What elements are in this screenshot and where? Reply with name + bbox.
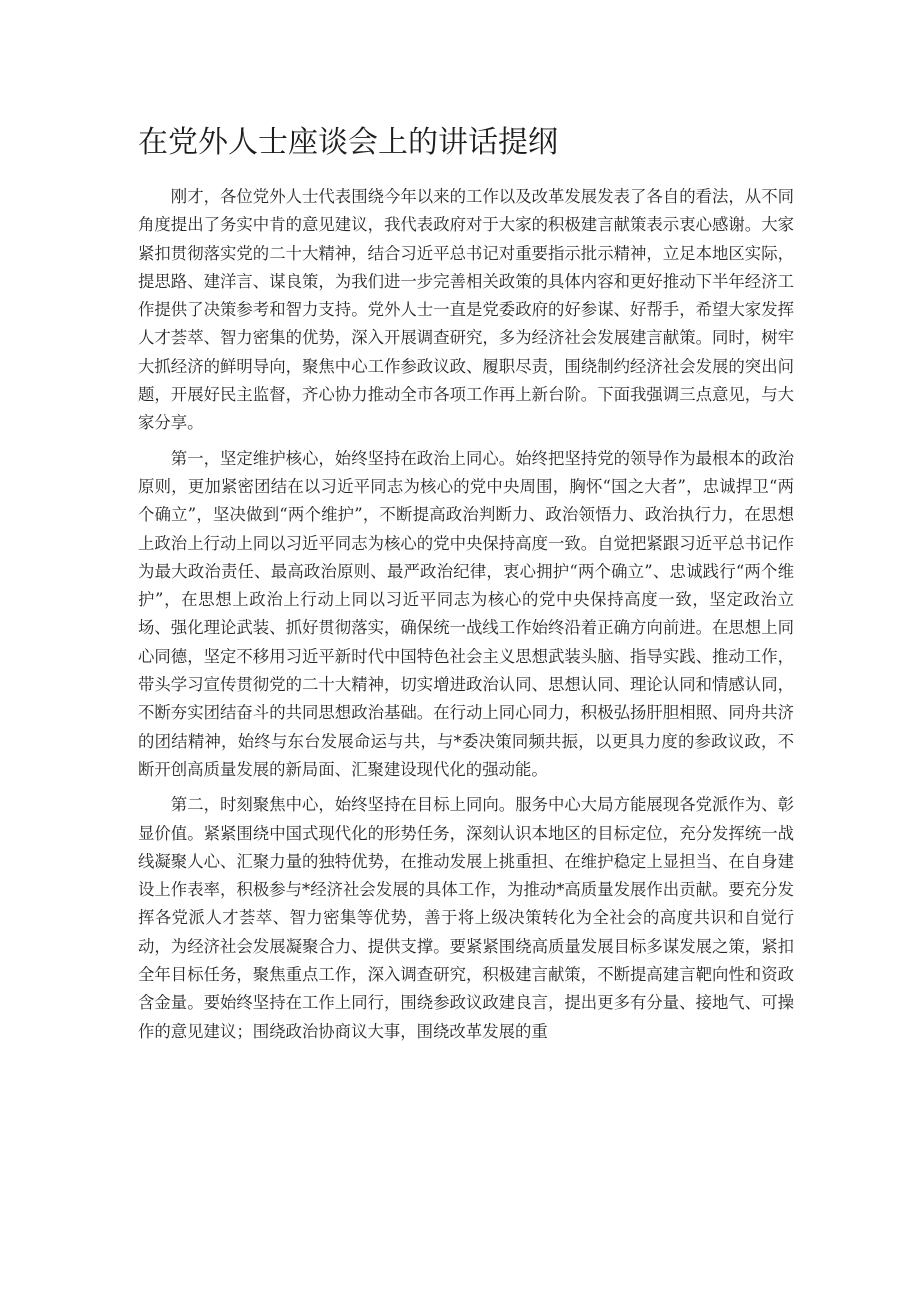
document-title: 在党外人士座谈会上的讲话提纲 (138, 125, 558, 160)
paragraph-first-point: 第一，坚定维护核心，始终坚持在政治上同心。始终把坚持党的领导作为最根本的政治原则，更加紧密团结在以习近平同志为核心的党中央周围，胸怀“国之大者”，忠诚捍卫“两个确立”，坚决做到“两个维护”，不断提高政治判断力、政治领悟力、政治执行力，在思想上政治上行动上同以习近平同志为核心的党中央保持高度一致。自觉把紧跟习近平总书记作为最大政治责任、最高政治原则、最严政治纪律，衷心拥护“两个确立”、忠诚践行“两个维护”，在思想上政治上行动上同以习近平同志为核心的党中央保持高度一致，坚定政治立场、强化理论武装、抓好贯彻落实，确保统一战线工作始终沿着正确方向前进。在思想上同心同德，坚定不移用习近平新时代中国特色社会主义思想武装头脑、指导实践、推动工作，带头学习宣传贯彻党的二十大精神，切实增进政治认同、思想认同、理论认同和情感认同，不断夯实团结奋斗的共同思想政治基础。在行动上同心同力，积极弘扬肝胆相照、同舟共济的团结精神，始终与东台发展命运与共，与*委决策同频共振，以更具力度的参政议政，不断开创高质量发展的新局面、汇聚建设现代化的强动能。 (138, 448, 794, 779)
document-body (138, 183, 794, 1053)
paragraph-intro: 刚才，各位党外人士代表围绕今年以来的工作以及改革发展发表了各自的看法，从不同角度提出了务实中肯的意见建议，我代表政府对于大家的积极建言献策表示衷心感谢。大家紧扣贯彻落实党的二十大精神，结合习近平总书记对重要指示批示精神，立足本地区实际，提思路、建洋言、谋良策，为我们进一步完善相关政策的具体内容和更好推动下半年经济工作提供了决策参考和智力支持。党外人士一直是党委政府的好参谋、好帮手，希望大家发挥人才荟萃、智力密集的优势，深入开展调查研究，多为经济社会发展建言献策。同时，树牢大抓经济的鲜明导向，聚焦中心工作参政议政、履职尽责，围绕制约经济社会发展的突出问题，开展好民主监督，齐心协力推动全市各项工作再上新台阶。下面我强调三点意见，与大家分享。 (138, 187, 794, 433)
paragraph-second-point: 第二，时刻聚焦中心，始终坚持在目标上同向。服务中心大局方能展现各党派作为、彰显价值。紧紧围绕中国式现代化的形势任务，深刻认识本地区的目标定位，充分发挥统一战线凝聚人心、汇聚力量的独特优势，在推动发展上挑重担、在维护稳定上显担当、在自身建设上作表率，积极参与*经济社会发展的具体工作，为推动*高质量发展作出贡献。要充分发挥各党派人才荟萃、智力密集等优势，善于将上级决策转化为全社会的高度共识和自觉行动，为经济社会发展凝聚合力、提供支撑。要紧紧围绕高质量发展目标多谋发展之策，紧扣全年目标任务，聚焦重点工作，深入调查研究，积极建言献策，不断提高建言靶向性和资政含金量。要始终坚持在工作上同行，围绕参政议政建良言，提出更多有分量、接地气、可操作的意见建议；围绕政治协商议大事，围绕改革发展的重 (138, 795, 794, 1041)
